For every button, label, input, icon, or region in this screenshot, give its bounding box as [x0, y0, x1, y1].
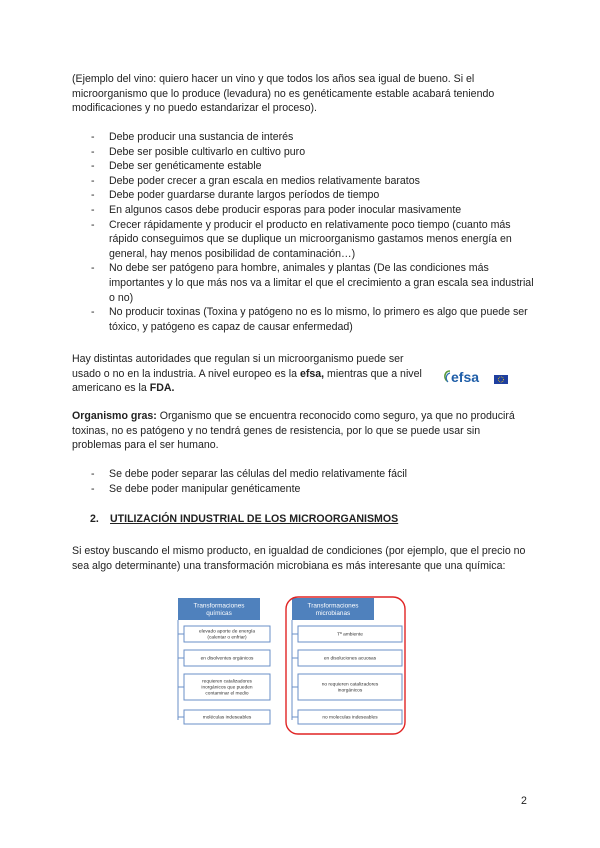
list-item-text: Se debe poder manipular genéticamente [109, 482, 301, 495]
list-item [72, 130, 542, 145]
list-item [72, 218, 542, 262]
bullet-dash: - [91, 131, 95, 143]
transformations-diagram [160, 596, 410, 736]
fda-name: FDA. [149, 382, 175, 395]
list-item [72, 174, 542, 189]
list-item-text: Debe poder crecer a gran escala en medios relativamente baratos [109, 174, 420, 187]
list-item [72, 467, 542, 482]
chemical-item-text: moléculas indeseables [202, 715, 252, 721]
bullet-dash: - [91, 482, 95, 495]
list-item-text: Debe ser genéticamente estable [109, 160, 262, 173]
section-paragraph: Si estoy buscando el mismo producto, en igualdad de condiciones (por ejemplo, que el precio no sea algo determinante) una transformación microbiana es más interesante que una química: [72, 545, 526, 572]
list-item-text: Debe ser posible cultivarlo en cultivo puro [109, 145, 306, 158]
list-item-text: No producir toxinas (Toxina y patógeno no es lo mismo, lo primero es algo que puede ser tóxico, y patógeno es capaz de causar enfermedad) [109, 306, 528, 333]
gras-paragraph: Organismo gras: Organismo que se encuentra reconocido como seguro, ya que no producirá toxinas, no es patógeno y no tendrá genes de resistencia, por lo que se puede usar sin problemas para el ser humano. [72, 410, 515, 452]
chemical-item-text: requieren catalizadores inorgánicos que pueden contaminar el medio [201, 679, 253, 697]
microbial-item-text: en disoluciones acuosas [323, 656, 377, 662]
list-item-text: En algunos casos debe producir esporas para poder inocular masivamente [109, 203, 462, 216]
chemical-item-text: en disolventes orgánicos [200, 656, 254, 662]
chemical-item-text: elevado aporte de energía (calentar o enfriar) [198, 629, 256, 641]
page-number: 2 [521, 795, 527, 807]
bullet-dash: - [91, 218, 95, 231]
efsa-logo [441, 367, 511, 387]
chemical-header-text: Transformaciones químicas [193, 602, 245, 618]
authorities-paragraph: Hay distintas autoridades que regulan si un microorganismo puede ser usado o no en la industria. A nivel europeo es la efsa, mientras que a nivel americano es la FDA. [72, 353, 422, 395]
requirements-list [72, 130, 542, 334]
bullet-dash: - [91, 145, 95, 158]
list-item-text: Debe poder guardarse durante largos períodos de tiempo [109, 189, 380, 202]
list-item-text: Crecer rápidamente y producir el producto en relativamente poco tiempo (cuanto más rápido conseguimos que se duplique un microorganismo gastamos menos energía en general, hay menos posibilidad de contaminación…) [109, 218, 512, 260]
bullet-dash: - [91, 189, 95, 202]
gras-label: Organismo gras: [72, 410, 157, 422]
list-item [72, 482, 542, 497]
bullet-dash: - [91, 306, 95, 319]
microbial-item-text: Tª ambiente [337, 632, 363, 638]
gras-requirements-list [72, 467, 542, 496]
microbial-item-text: no requieren catalizadores inorgánicos [321, 682, 379, 694]
list-item-text: Debe producir una sustancia de interés [109, 131, 294, 143]
list-item [72, 145, 542, 160]
microbial-item-text: no moleculas indeseables [322, 715, 378, 721]
list-item-text: Se debe poder separar las células del medio relativamente fácil [109, 468, 407, 480]
list-item [72, 159, 542, 174]
list-item [72, 261, 542, 305]
bullet-dash: - [91, 174, 95, 187]
list-item [72, 203, 542, 218]
section-title: UTILIZACIÓN INDUSTRIAL DE LOS MICROORGANISMOS [110, 513, 399, 525]
section-heading [90, 513, 398, 525]
intro-paragraph: (Ejemplo del vino: quiero hacer un vino y que todos los años sea igual de bueno. Si el microorganismo que lo produce (levadura) no es genéticamente estable acabará teniendo modificaciones y no puedo estandarizar el proceso). [72, 73, 495, 115]
bullet-dash: - [91, 203, 95, 216]
bullet-dash: - [91, 468, 95, 480]
list-item [72, 188, 542, 203]
microbial-header-text: Transformaciones microbianas [307, 602, 359, 618]
list-item-text: No debe ser patógeno para hombre, animales y plantas (De las condiciones más importantes y lo que más nos va a limitar el que el crecimiento a gran escala sea industrial o no) [109, 262, 534, 304]
efsa-name: efsa, [299, 367, 325, 380]
bullet-dash: - [91, 160, 95, 173]
section-number: 2. [90, 513, 99, 525]
bullet-dash: - [91, 262, 95, 275]
efsa-logo-text: efsa [451, 369, 480, 385]
list-item [72, 305, 542, 334]
